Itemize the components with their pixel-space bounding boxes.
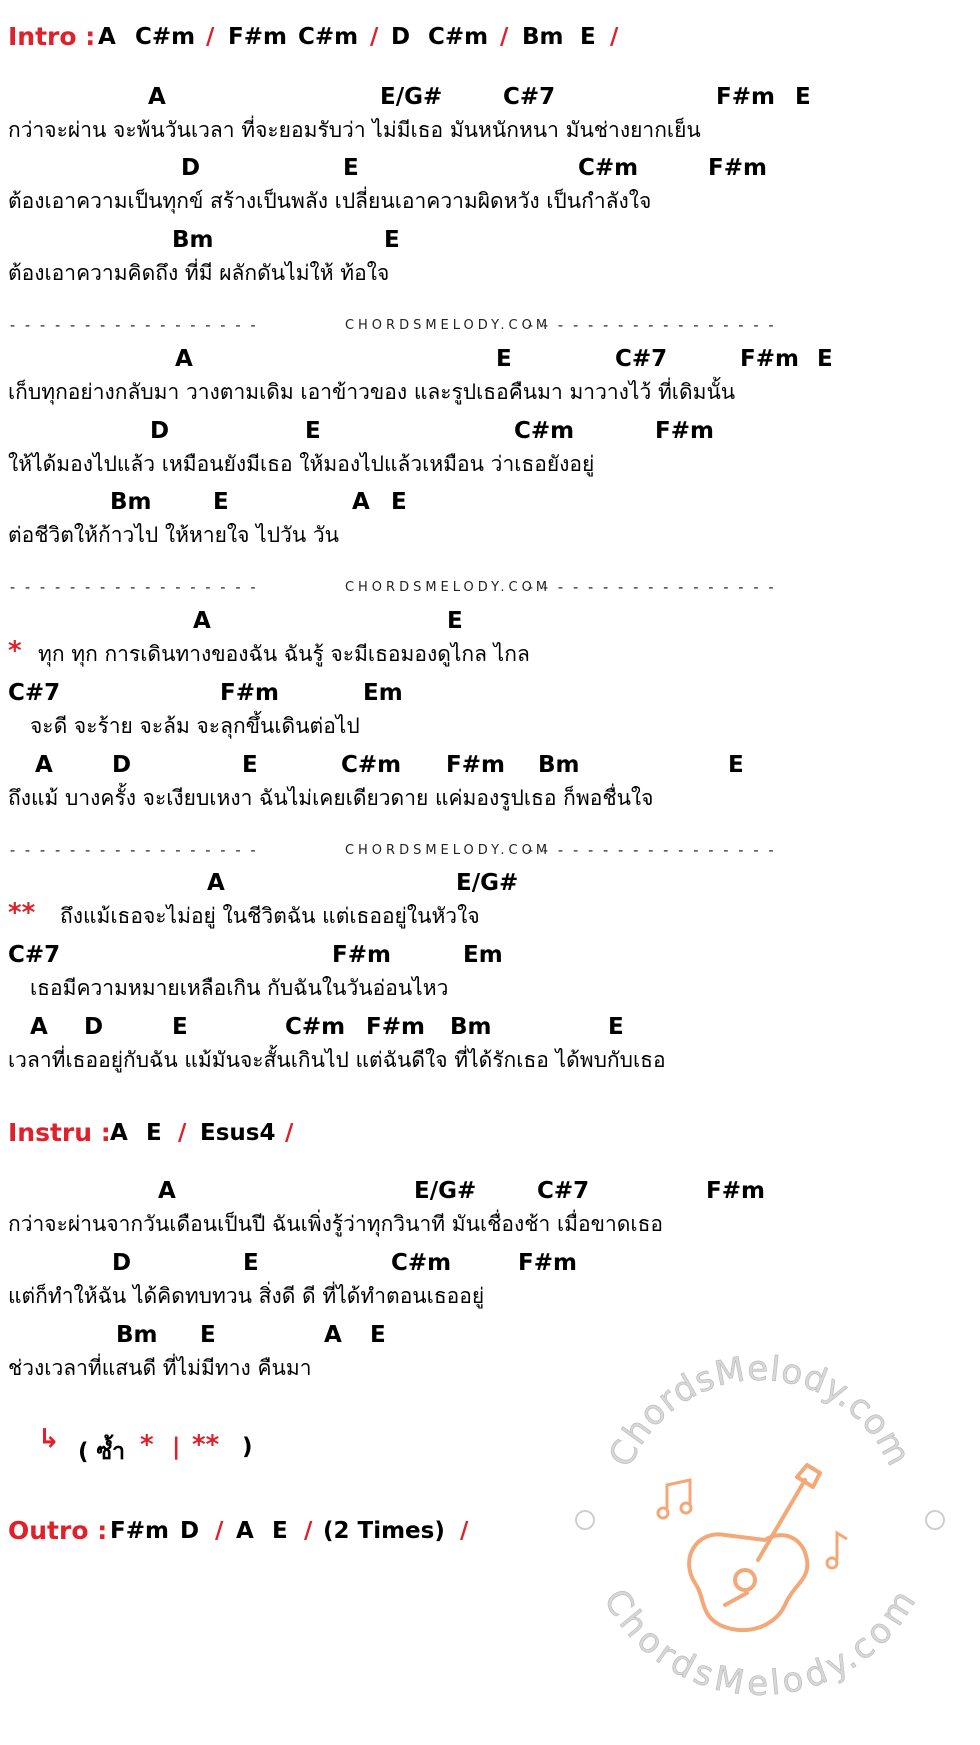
chord: C#7: [8, 942, 61, 968]
repeat-bar: |: [172, 1434, 181, 1460]
lyric-line: ถึงแม้ บางครั้ง จะเงียบเหงา ฉันไม่เคยเดียวดาย แค่มองรูปเธอ ก็พอชื่นใจ: [8, 786, 654, 810]
site-name: CHORDSMELODY.COM: [344, 318, 552, 333]
site-name: CHORDSMELODY.COM: [344, 843, 552, 858]
arrow-icon: ↳: [38, 1424, 60, 1454]
chord: C#7: [615, 346, 668, 372]
section-divider: ----------------- ----------------- CHORDSMELODY.COM: [8, 578, 888, 592]
chord: A: [236, 1518, 254, 1544]
chord: D: [150, 418, 170, 444]
chord: D: [180, 1518, 200, 1544]
lyric-line: เธอมีความหมายเหลือเกิน กับฉันในวันอ่อนไหว: [30, 976, 449, 1000]
chord: D: [112, 752, 132, 778]
chord: A: [148, 84, 166, 110]
chord: F#m: [740, 346, 799, 372]
section-divider: ----------------- ----------------- CHORDSMELODY.COM: [8, 841, 888, 855]
chord: D: [391, 24, 411, 50]
music-note-icon: [658, 1480, 691, 1518]
chord: A: [158, 1178, 176, 1204]
bar-separator: /: [285, 1120, 294, 1146]
lyric-line: ช่วงเวลาที่แสนดี ที่ไม่มีทาง คืนมา: [8, 1356, 312, 1380]
chord: C#m: [578, 155, 639, 181]
chord: E: [343, 155, 359, 181]
chord: C#m: [285, 1014, 346, 1040]
chord: Esus4: [200, 1120, 276, 1146]
chord: Bm: [110, 489, 152, 515]
watermark-text-bottom: ChordsMelody.com: [595, 1582, 925, 1704]
chord: E: [200, 1322, 216, 1348]
chord: D: [112, 1250, 132, 1276]
chord: A: [324, 1322, 342, 1348]
chord: C#m: [428, 24, 489, 50]
chord: F#m: [366, 1014, 425, 1040]
chord: E/G#: [380, 84, 443, 110]
site-name: CHORDSMELODY.COM: [344, 580, 552, 595]
chord: A: [207, 870, 225, 896]
chord: F#m: [518, 1250, 577, 1276]
repeat-times: (2 Times): [323, 1518, 445, 1544]
chord: Bm: [172, 227, 214, 253]
lyric-line: ต้องเอาความเป็นทุกข์ สร้างเป็นพลัง เปลี่ยนเอาความผิดหวัง เป็นกำลังใจ: [8, 189, 652, 213]
repeat-open: ( ซ้ำ: [78, 1439, 126, 1465]
chord: F#m: [332, 942, 391, 968]
bar-separator: /: [610, 24, 619, 50]
chord: E: [817, 346, 833, 372]
chord: F#m: [220, 680, 279, 706]
guitar-icon: [689, 1465, 820, 1630]
chord: C#7: [8, 680, 61, 706]
section-divider: ----------------- ----------------- CHORDSMELODY.COM: [8, 316, 888, 330]
chord: C#m: [341, 752, 402, 778]
chord: E: [580, 24, 596, 50]
chord: C#m: [135, 24, 196, 50]
chord: E/G#: [414, 1178, 477, 1204]
chord: E: [608, 1014, 624, 1040]
chord: Bm: [522, 24, 564, 50]
chord: Em: [363, 680, 403, 706]
chord: E: [496, 346, 512, 372]
chord: E: [242, 752, 258, 778]
chord: E: [391, 489, 407, 515]
lyric-line: ต้องเอาความคิดถึง ที่มี ผลักดันไม่ให้ ท้อใจ: [8, 261, 390, 285]
chorus-marker: **: [192, 1430, 220, 1460]
chord: E: [172, 1014, 188, 1040]
chord: A: [175, 346, 193, 372]
chord: E: [305, 418, 321, 444]
chord: F#m: [110, 1518, 169, 1544]
outro-label: Outro :: [8, 1516, 108, 1545]
chord: E/G#: [456, 870, 519, 896]
chord: C#7: [503, 84, 556, 110]
chord: E: [370, 1322, 386, 1348]
chord: C#m: [391, 1250, 452, 1276]
chord: C#m: [514, 418, 575, 444]
chord: D: [181, 155, 201, 181]
chord: F#m: [446, 752, 505, 778]
chorus-marker: *: [140, 1430, 154, 1460]
chord: A: [35, 752, 53, 778]
bar-separator: /: [500, 24, 509, 50]
lyric-line: ทุก ทุก การเดินทางของฉัน ฉันรู้ จะมีเธอมองดูไกล ไกล: [38, 642, 530, 666]
bar-separator: /: [460, 1518, 469, 1544]
bar-separator: /: [178, 1120, 187, 1146]
lyric-line: กว่าจะผ่านจากวันเดือนเป็นปี ฉันเพิ่งรู้ว่าทุกวินาที มันเชื่องช้า เมื่อขาดเธอ: [8, 1212, 663, 1236]
chord: Bm: [450, 1014, 492, 1040]
chord: C#m: [298, 24, 359, 50]
bar-separator: /: [370, 24, 379, 50]
chord: Bm: [538, 752, 580, 778]
intro-label: Intro :: [8, 22, 96, 51]
chord: E: [795, 84, 811, 110]
lyric-line: เก็บทุกอย่างกลับมา วางตามเดิม เอาข้าวของ และรูปเธอคืนมา มาวางไว้ ที่เดิมนั้น: [8, 380, 736, 404]
bar-separator: /: [215, 1518, 224, 1544]
chord: F#m: [716, 84, 775, 110]
chord: A: [193, 608, 211, 634]
lyric-line: ให้ได้มองไปแล้ว เหมือนยังมีเธอ ให้มองไปแล้วเหมือน ว่าเธอยังอยู่: [8, 452, 595, 476]
lyric-line: เวลาที่เธออยู่กับฉัน แม้มันจะสั้นเกินไป แต่ฉันดีใจ ที่ได้รักเธอ ได้พบกับเธอ: [8, 1048, 666, 1072]
chord: E: [728, 752, 744, 778]
chord: E: [272, 1518, 288, 1544]
chord: D: [84, 1014, 104, 1040]
lyric-line: ต่อชีวิตให้ก้าวไป ให้หายใจ ไปวัน วัน: [8, 523, 340, 547]
chord: E: [447, 608, 463, 634]
music-note-icon: [827, 1533, 847, 1568]
repeat-close: ): [242, 1434, 253, 1460]
chord: E: [146, 1120, 162, 1146]
chord: E: [384, 227, 400, 253]
watermark-dot-right: [926, 1511, 944, 1529]
chord: A: [352, 489, 370, 515]
chord: Bm: [116, 1322, 158, 1348]
chord: F#m: [228, 24, 287, 50]
lyric-line: จะดี จะร้าย จะล้ม จะลุกขึ้นเดินต่อไป: [30, 714, 360, 738]
watermark-text-top: ChordsMelody.com: [601, 1348, 919, 1474]
chorus-marker: **: [8, 898, 36, 928]
chord: F#m: [708, 155, 767, 181]
watermark-dot-left: [576, 1511, 594, 1529]
chord: E: [243, 1250, 259, 1276]
chord: Em: [463, 942, 503, 968]
chord: A: [98, 24, 116, 50]
chord: F#m: [706, 1178, 765, 1204]
chordsmelody-watermark-logo: [575, 1335, 945, 1705]
chord: E: [213, 489, 229, 515]
chorus-marker: *: [8, 636, 22, 666]
chord: A: [30, 1014, 48, 1040]
chord: C#7: [537, 1178, 590, 1204]
chord: A: [110, 1120, 128, 1146]
lyric-line: แต่ก็ทำให้ฉัน ได้คิดทบทวน สิ่งดี ดี ที่ได้ทำตอนเธออยู่: [8, 1284, 485, 1308]
lyric-line: ถึงแม้เธอจะไม่อยู่ ในชีวิตฉัน แต่เธออยู่ในหัวใจ: [60, 904, 480, 928]
bar-separator: /: [206, 24, 215, 50]
chord: F#m: [655, 418, 714, 444]
instru-label: Instru :: [8, 1118, 111, 1147]
bar-separator: /: [304, 1518, 313, 1544]
lyric-line: กว่าจะผ่าน จะพ้นวันเวลา ที่จะยอมรับว่า ไม่มีเธอ มันหนักหนา มันช่างยากเย็น: [8, 118, 701, 142]
